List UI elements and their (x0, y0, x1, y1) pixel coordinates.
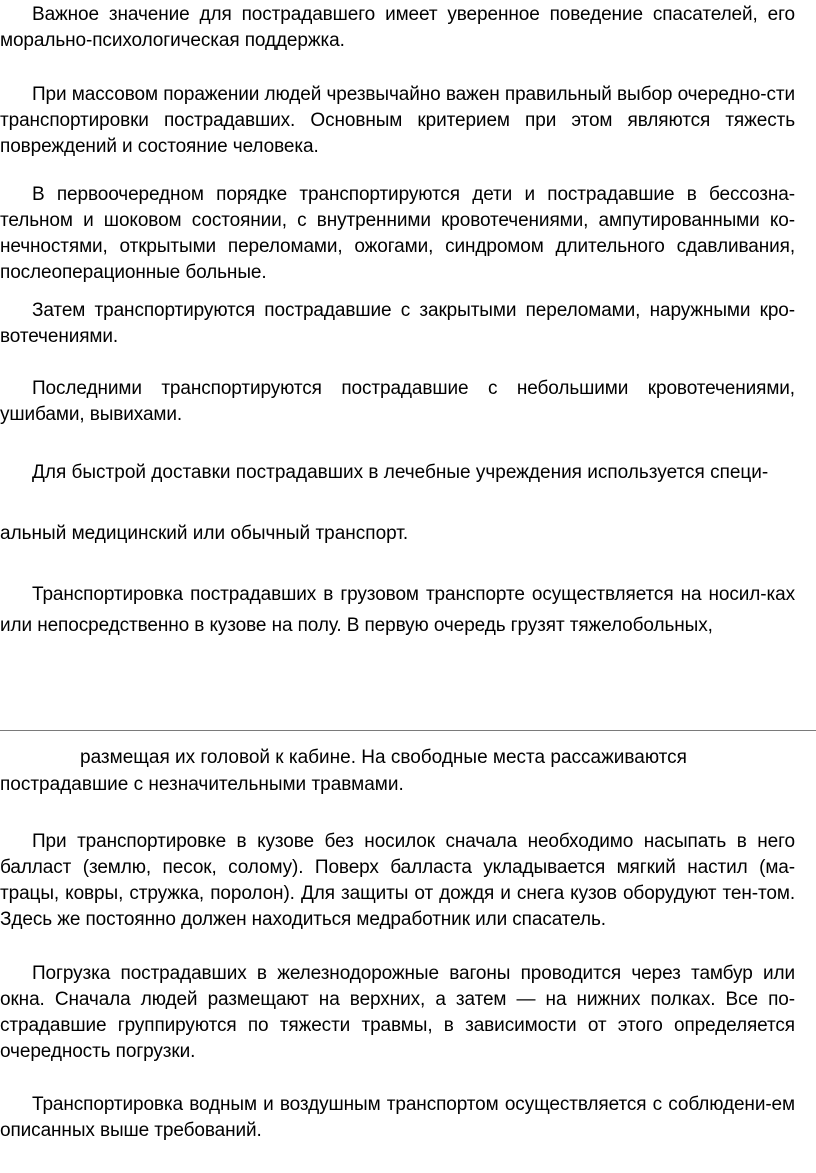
paragraph-body-without-stretchers: При транспортировке в кузове без носилок сначала необходимо насыпать в него балласт (землю, песок, солому). Поверх балласта укладывается мягкий настил (ма-трацы, ковры, стружка, поролон). Для защиты от дождя и снега кузов оборудуют тен-том. Здесь же постоянно должен находиться медработник или спасатель. (0, 831, 795, 930)
paragraph-placement-line-2: пострадавшие с незначительными травмами. (0, 774, 404, 795)
paragraph-second-priority: Затем транспортируются пострадавшие с закрытыми переломами, наружными кро-вотечениями. (0, 300, 795, 347)
paragraph-delivery-line-1: Для быстрой доставки пострадавших в лечебные учреждения используется специ- (32, 462, 769, 483)
paragraph-water-air-transport: Транспортировка водным и воздушным транспортом осуществляется с соблюдени-ем описанных выше требований. (0, 1094, 795, 1141)
paragraph-placement-line-1: размещая их головой к кабине. На свободные места рассаживаются (80, 747, 687, 768)
paragraph-delivery-line-2: альный медицинский или обычный транспорт. (0, 523, 409, 544)
paragraph-rescuer-behavior: Важное значение для пострадавшего имеет уверенное поведение спасателей, его морально-психологическая поддержка. (0, 4, 795, 51)
page-divider (0, 730, 816, 731)
paragraph-transport-priority: При массовом поражении людей чрезвычайно важен правильный выбор очередно-сти транспортировки пострадавших. Основным критерием при этом являются тяжесть повреждений и состояние человека. (0, 84, 795, 157)
paragraph-first-priority: В первоочередном порядке транспортируются дети и пострадавшие в бессозна-тельном и шоковом состоянии, с внутренними кровотечениями, ампутированными ко-нечностями, открытыми переломами, ожогами, синдромом длительного сдавливания, послеоперационные больные. (0, 184, 795, 283)
paragraph-cargo-transport: Транспортировка пострадавших в грузовом транспорте осуществляется на носил-ках или непосредственно в кузове на полу. В первую очередь грузят тяжелобольных, (0, 584, 795, 636)
paragraph-railway-loading: Погрузка пострадавших в железнодорожные вагоны проводится через тамбур или окна. Сначала людей размещают на верхних, а затем — на нижних полках. Все по-страдавшие группируются по тяжести травмы, в зависимости от этого определяется очередность погрузки. (0, 963, 795, 1062)
paragraph-last-priority: Последними транспортируются пострадавшие с небольшими кровотечениями, ушибами, вывихами. (0, 378, 795, 425)
